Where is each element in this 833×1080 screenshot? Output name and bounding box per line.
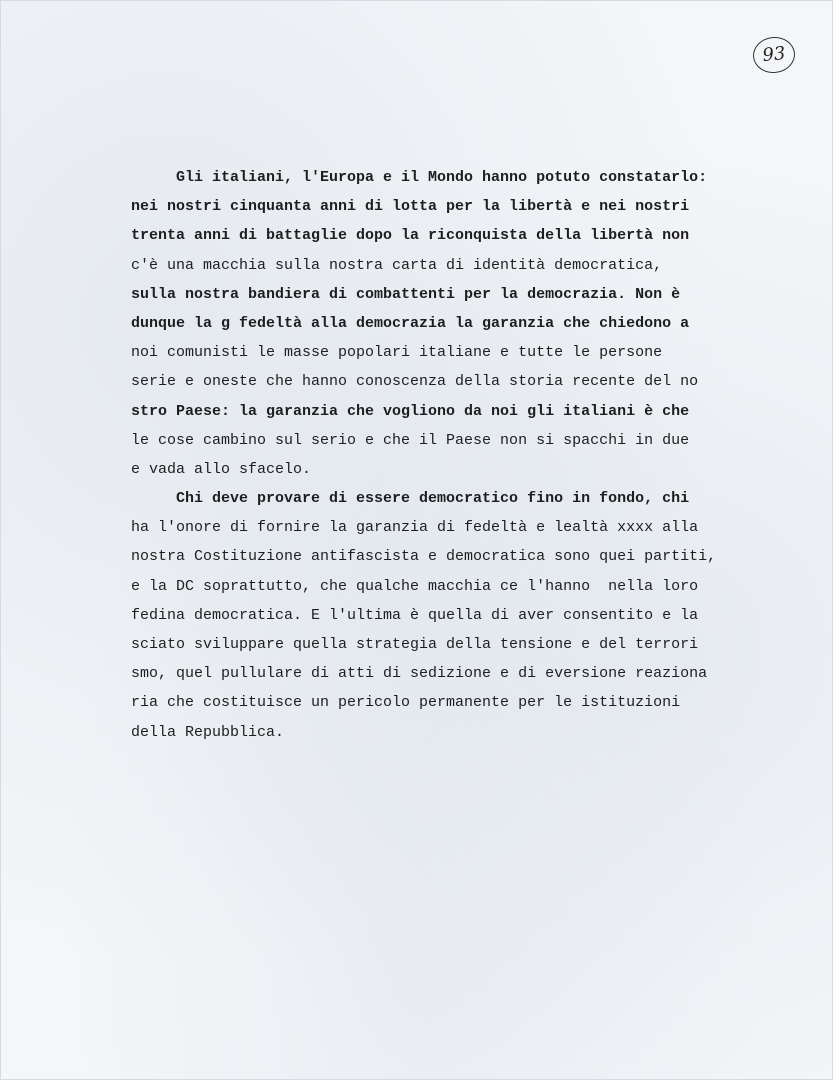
paragraph-2 xyxy=(131,484,791,747)
text-line: nei nostri cinquanta anni di lotta per la libertà e nei nostri xyxy=(131,198,690,216)
text-line: noi comunisti le masse popolari italiane e tutte le persone xyxy=(131,344,663,362)
text-line: sulla nostra bandiera di combattenti per la democrazia. Non è xyxy=(131,285,681,303)
text-line: serie e oneste che hanno conoscenza della storia recente del no xyxy=(131,373,699,391)
text-line: Gli italiani, l'Europa e il Mondo hanno potuto constatarlo: xyxy=(131,169,708,186)
text-line: e vada allo sfacelo. xyxy=(131,460,312,478)
text-line: trenta anni di battaglie dopo la riconquista della libertà non xyxy=(131,227,690,245)
text-line: della Repubblica. xyxy=(131,723,285,741)
text-line: stro Paese: la garanzia che vogliono da noi gli italiani è che xyxy=(131,402,690,420)
text-line: dunque la g fedeltà alla democrazia la garanzia che chiedono a xyxy=(131,314,690,332)
text-line: fedina democratica. E l'ultima è quella di aver consentito e la xyxy=(131,606,699,624)
text-line: c'è una macchia sulla nostra carta di identità democratica, xyxy=(131,256,663,274)
text-line: ha l'onore di fornire la garanzia di fedeltà e lealtà xxxx alla xyxy=(131,519,699,537)
text-line: le cose cambino sul serio e che il Paese non si spacchi in due xyxy=(131,431,690,449)
text-line: Chi deve provare di essere democratico fino in fondo, chi xyxy=(131,490,690,508)
page-number-stamp: 93 xyxy=(751,35,797,75)
text-line: ria che costituisce un pericolo permanente per le istituzioni xyxy=(131,694,681,712)
body-text xyxy=(131,163,791,747)
text-line: sciato sviluppare quella strategia della tensione e del terrori xyxy=(131,636,699,653)
text-line: nostra Costituzione antifascista e democratica sono quei partiti, xyxy=(131,548,717,566)
paragraph-1 xyxy=(131,163,791,484)
text-line: smo, quel pullulare di atti di sedizione e di eversione reaziona xyxy=(131,665,708,683)
text-line: e la DC soprattutto, che qualche macchia ce l'hanno nella loro xyxy=(131,577,699,595)
